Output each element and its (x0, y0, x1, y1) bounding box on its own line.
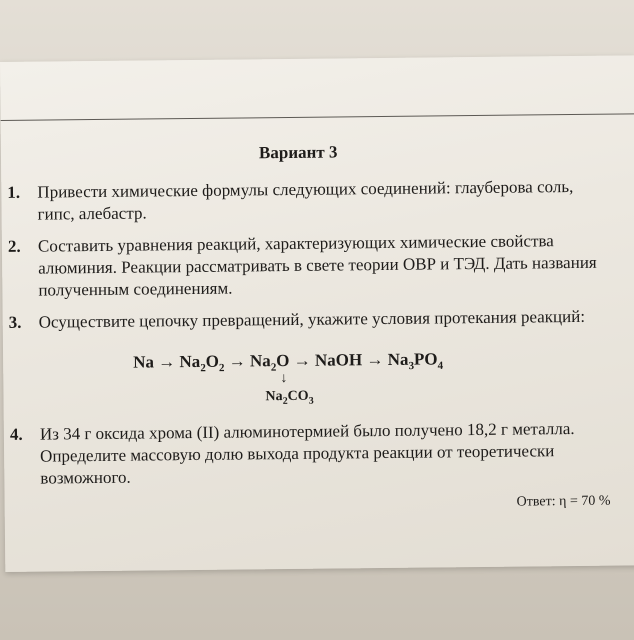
subscript: 3 (308, 395, 314, 407)
subscript: 3 (408, 360, 415, 373)
arrow: → (293, 350, 311, 370)
task-3 (3, 305, 634, 332)
arrow: → (366, 350, 384, 370)
formula-na2co3 (265, 389, 313, 407)
task-text: Составить уравнения реакций, характеризующих химические свойства алюминия. Реакции рассматривать в свете теории ОВР и ТЭД. Дать названия полученным соединениям. (37, 231, 597, 300)
task-4 (4, 417, 634, 488)
symbol: Na (179, 351, 201, 372)
formula-naoh: NaOH (314, 350, 363, 370)
subscript: 2 (200, 362, 206, 375)
paper-sheet (0, 55, 634, 572)
symbol: Na (265, 389, 283, 405)
task-number: 4. (9, 424, 23, 444)
task-number: 1. (7, 182, 21, 202)
reaction-chain (133, 349, 443, 375)
subscript: 2 (218, 362, 225, 375)
symbol: Na (249, 351, 271, 371)
task-number: 3. (8, 312, 22, 332)
task-text: Привести химические формулы следующих соединений: глауберова соль, гипс, алебастр. (37, 177, 574, 224)
task-text: Из 34 г оксида хрома (II) алюминотермией было получено 18,2 г металла. Определите массовую долю выхода продукта реакции от теоретически возможного. (39, 419, 575, 488)
task-1 (1, 175, 634, 224)
task-text: Осуществите цепочку превращений, укажите условия протекания реакций: (38, 306, 586, 332)
answer-label: Ответ: η = 70 % (516, 493, 611, 510)
formula-na: Na (133, 352, 155, 372)
formula-na2o (249, 350, 290, 374)
page-title: Вариант 3 (258, 142, 338, 163)
formula-na3po4 (387, 349, 444, 373)
arrow: → (228, 351, 246, 371)
formula-na2o2 (179, 351, 225, 375)
symbol: CO (287, 388, 309, 405)
symbol: PO (413, 349, 438, 369)
document (0, 55, 634, 572)
down-arrow: ↓ (280, 371, 288, 387)
task-number: 2. (7, 236, 21, 256)
symbol: Na (387, 349, 409, 369)
symbol: O (276, 350, 290, 371)
task-2 (2, 229, 634, 300)
subscript: 2 (282, 395, 288, 407)
subscript: 2 (270, 361, 277, 374)
symbol: O (205, 351, 220, 371)
subscript: 4 (437, 359, 444, 372)
arrow: → (158, 352, 176, 372)
